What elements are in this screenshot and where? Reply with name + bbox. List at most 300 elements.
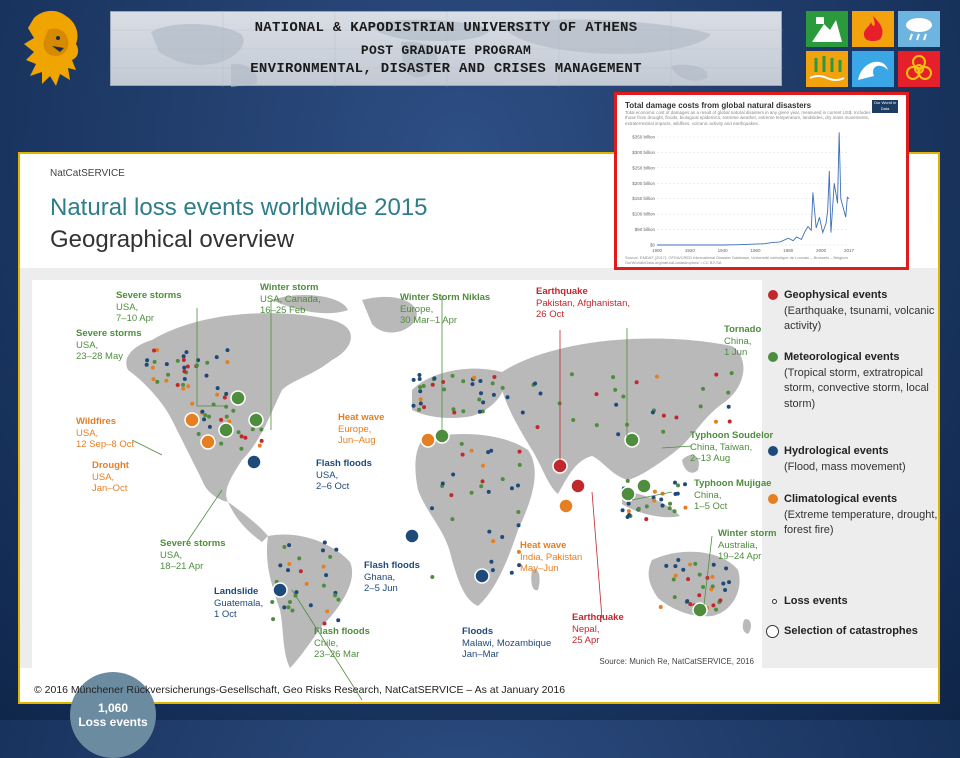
legend-title: Loss events (784, 595, 848, 607)
loss-event-dot (215, 393, 219, 397)
catastrophe-marker (273, 583, 287, 597)
loss-event-dot (478, 410, 482, 414)
blue-dot-icon (768, 446, 778, 456)
chart-ytick: $50 billion (634, 227, 655, 233)
red-dot-icon (768, 290, 778, 300)
loss-event-dot (294, 590, 298, 594)
loss-event-dot (714, 373, 718, 377)
loss-event-dot (712, 563, 716, 567)
loss-event-dot (517, 523, 521, 527)
loss-event-dot (186, 384, 190, 388)
loss-event-dot (487, 490, 491, 494)
loss-event-dot (491, 381, 495, 385)
loss-event-dot (164, 379, 168, 383)
slide-title: Natural loss events worldwide 2015 (50, 194, 428, 221)
event-label: Winter storm Australia, 19–24 Apr (718, 528, 777, 562)
loss-event-dot (470, 449, 474, 453)
disaster-icon-grid (806, 11, 940, 87)
loss-event-dot (510, 486, 514, 490)
loss-event-dot (644, 517, 648, 521)
loss-event-dot (290, 608, 294, 612)
loss-event-dot (460, 442, 464, 446)
loss-event-dot (491, 568, 495, 572)
chart-xtick: 2000 (816, 248, 827, 253)
loss-event-dot (478, 379, 482, 383)
loss-event-dot (521, 411, 525, 415)
loss-event-dot (181, 383, 185, 387)
green-dot-icon (768, 352, 778, 362)
loss-event-dot (419, 401, 423, 405)
loss-event-dot (207, 415, 211, 419)
loss-event-dot (270, 600, 274, 604)
legend-title: Climatological events (784, 493, 898, 505)
loss-event-dot (477, 398, 481, 402)
loss-event-dot (219, 442, 223, 446)
loss-event-dot (472, 376, 476, 380)
loss-event-dot (723, 588, 727, 592)
loss-event-dot (202, 417, 206, 421)
loss-event-dot (594, 392, 598, 396)
loss-event-dot (571, 418, 575, 422)
legend-geophysical (784, 288, 954, 335)
loss-event-dot (451, 374, 455, 378)
loss-event-dot (151, 366, 155, 370)
event-label: Flash floods USA, 2–6 Oct (316, 458, 372, 492)
loss-event-dot (510, 571, 514, 575)
loss-event-dot (237, 430, 241, 434)
loss-event-dot (418, 377, 422, 381)
loss-event-dot (500, 535, 504, 539)
loss-event-dot (614, 403, 618, 407)
loss-event-dot (461, 453, 465, 457)
loss-event-dot (673, 509, 677, 513)
loss-event-dot (452, 411, 456, 415)
loss-event-dot (258, 444, 262, 448)
loss-event-dot (287, 562, 291, 566)
loss-event-dot (539, 391, 543, 395)
loss-event-dot (334, 548, 338, 552)
loss-event-dot (186, 365, 190, 369)
loss-event-dot (711, 603, 715, 607)
loss-event-dot (481, 400, 485, 404)
catastrophe-marker (559, 499, 573, 513)
catastrophe-marker (637, 479, 651, 493)
loss-event-dot (286, 605, 290, 609)
loss-event-dot (470, 491, 474, 495)
event-label: Tornado China, 1 Jun (724, 324, 762, 358)
chart-xtick: 1940 (717, 248, 728, 253)
loss-event-dot (176, 359, 180, 363)
loss-event-dot (730, 371, 734, 375)
loss-event-dot (489, 560, 493, 564)
loss-event-dot (432, 376, 436, 380)
loss-event-dot (216, 386, 220, 390)
banner-line-program: POST GRADUATE PROGRAM (360, 43, 532, 58)
loss-event-dot (627, 513, 631, 517)
loss-event-dot (491, 539, 495, 543)
loss-event-dot (333, 593, 337, 597)
loss-event-dot (501, 386, 505, 390)
loss-event-dot (673, 595, 677, 599)
slide-copyright: © 2016 Münchener Rückversicherungs-Gesellschaft, Geo Risks Research, NatCatSERVICE – As at January 2016 (34, 684, 566, 696)
loss-event-dot (688, 602, 692, 606)
loss-event-dot (699, 404, 703, 408)
loss-event-dot (190, 402, 194, 406)
loss-event-dot (224, 392, 228, 396)
loss-event-dot (662, 414, 666, 418)
loss-event-dot (418, 389, 422, 393)
loss-event-dot (225, 415, 229, 419)
loss-event-dot (225, 348, 229, 352)
event-label: Flash floods Ghana, 2–5 Jun (364, 560, 420, 594)
loss-event-dot (655, 375, 659, 379)
chart-ytick: $350 billion (632, 134, 655, 140)
loss-event-dot (711, 584, 715, 588)
loss-event-dot (441, 481, 445, 485)
loss-event-dot (243, 436, 247, 440)
loss-event-dot (225, 360, 229, 364)
slide-source-label: NatCatSERVICE (50, 168, 125, 179)
catastrophe-marker (693, 603, 707, 617)
loss-event-dot (181, 387, 185, 391)
loss-event-dot (681, 568, 685, 572)
loss-event-dot (645, 504, 649, 508)
loss-event-dot (176, 383, 180, 387)
loss-event-dot (451, 407, 455, 411)
university-logo (22, 10, 84, 86)
legend-title: Hydrological events (784, 445, 889, 457)
catastrophe-marker (405, 529, 419, 543)
loss-event-dot (676, 483, 680, 487)
loss-event-dot (516, 510, 520, 514)
event-label: Severe storms USA, 23–28 May (76, 328, 142, 362)
legend-desc: (Flood, mass movement) (784, 460, 906, 473)
catastrophe-marker (201, 435, 215, 449)
large-circle-icon (766, 625, 779, 638)
loss-event-dot (714, 420, 718, 424)
loss-event-dot (153, 360, 157, 364)
loss-event-dot (661, 430, 665, 434)
loss-event-dot (321, 548, 325, 552)
small-circle-icon (772, 599, 777, 604)
tsunami-icon (852, 51, 894, 87)
loss-event-dot (418, 385, 422, 389)
orange-dot-icon (768, 494, 778, 504)
biohazard-icon (898, 51, 940, 87)
loss-event-dot (223, 396, 227, 400)
chart-ytick: $200 billion (632, 180, 655, 186)
loss-event-dot (724, 566, 728, 570)
loss-event-dot (260, 439, 264, 443)
loss-event-dot (621, 508, 625, 512)
loss-event-dot (479, 391, 483, 395)
loss-event-dot (200, 410, 204, 414)
map-source: Source: Munich Re, NatCatSERVICE, 2016 (599, 657, 754, 666)
loss-event-dot (672, 578, 676, 582)
loss-event-dot (224, 405, 228, 409)
loss-event-dot (205, 374, 209, 378)
loss-event-dot (637, 507, 641, 511)
loss-event-dot (231, 409, 235, 413)
chart-xtick: 1980 (783, 248, 794, 253)
loss-event-dot (451, 472, 455, 476)
damage-costs-chart (617, 95, 906, 267)
legend-loss-events (784, 594, 954, 610)
lion-head-logo-icon (22, 10, 84, 86)
loss-event-dot (685, 599, 689, 603)
loss-event-dot (278, 563, 282, 567)
loss-event-dot (674, 415, 678, 419)
event-label: Typhoon Mujigae China, 1–5 Oct (694, 478, 772, 512)
loss-event-dot (430, 506, 434, 510)
loss-event-dot (652, 499, 656, 503)
loss-event-dot (184, 350, 188, 354)
flood-people-icon (806, 51, 848, 87)
loss-event-dot (726, 391, 730, 395)
loss-event-dot (215, 355, 219, 359)
loss-event-dot (570, 372, 574, 376)
loss-event-dot (470, 382, 474, 386)
loss-event-dot (487, 530, 491, 534)
loss-event-dot (305, 582, 309, 586)
loss-event-dot (686, 577, 690, 581)
event-label: Typhoon Soudelor China, Taiwan, 2–13 Aug (690, 430, 774, 464)
loss-event-dot (417, 373, 421, 377)
loss-event-dot (668, 506, 672, 510)
loss-event-dot (492, 375, 496, 379)
loss-event-dot (271, 617, 275, 621)
loss-event-dot (430, 575, 434, 579)
loss-event-dot (322, 565, 326, 569)
event-label: Landslide Guatemala, 1 Oct (214, 586, 264, 620)
loss-event-dot (627, 502, 631, 506)
catastrophe-marker (621, 487, 635, 501)
catastrophe-marker (421, 433, 435, 447)
inset-title: Total damage costs from global natural disasters (625, 101, 812, 110)
loss-event-dot (661, 504, 665, 508)
loss-event-dot (422, 405, 426, 409)
legend-meteorological (784, 350, 954, 412)
chart-ytick: $250 billion (632, 165, 655, 171)
loss-event-dot (152, 349, 156, 353)
loss-event-dot (240, 434, 244, 438)
loss-event-dot (659, 497, 663, 501)
loss-event-dot (442, 387, 446, 391)
loss-event-dot (282, 545, 286, 549)
loss-event-dot (516, 483, 520, 487)
loss-event-dot (336, 618, 340, 622)
loss-event-dot (714, 608, 718, 612)
loss-event-dot (701, 585, 705, 589)
loss-event-dot (518, 450, 522, 454)
chart-ytick: $100 billion (632, 211, 655, 217)
event-label: Wildfires USA, 12 Sep–8 Oct (76, 416, 135, 450)
loss-event-dot (412, 404, 416, 408)
loss-event-dot (182, 358, 186, 362)
loss-event-dot (688, 562, 692, 566)
loss-event-dot (611, 375, 615, 379)
loss-event-dot (325, 609, 329, 613)
loss-event-dot (595, 423, 599, 427)
loss-event-dot (324, 573, 328, 577)
loss-event-dot (412, 378, 416, 382)
event-label: Earthquake Pakistan, Afghanistan, 26 Oct (536, 286, 631, 320)
legend-desc: (Earthquake, tsunami, volcanic activity) (784, 304, 935, 332)
loss-event-dot (616, 432, 620, 436)
loss-event-dot (721, 582, 725, 586)
loss-event-dot (322, 584, 326, 588)
loss-event-dot (613, 388, 617, 392)
loss-event-dot (536, 425, 540, 429)
banner-line-university: NATIONAL & KAPODISTRIAN UNIVERSITY OF ATHENS (254, 20, 638, 36)
legend-title: Geophysical events (784, 289, 888, 301)
loss-event-dot (155, 380, 159, 384)
chart-xtick: 1900 (651, 248, 663, 253)
loss-event-dot (673, 564, 677, 568)
loss-event-dot (299, 569, 303, 573)
loss-event-dot (676, 558, 680, 562)
loss-event-dot (166, 373, 170, 377)
loss-event-dot (417, 408, 421, 412)
loss-event-dot (479, 484, 483, 488)
loss-event-dot (727, 405, 731, 409)
event-label: Winter storm USA, Canada, 16–25 Feb (260, 282, 321, 316)
loss-event-dot (506, 395, 510, 399)
loss-event-dot (287, 543, 291, 547)
loss-label: Loss events (78, 715, 148, 729)
catastrophe-marker (249, 413, 263, 427)
storm-icon (898, 11, 940, 47)
loss-event-dot (486, 450, 490, 454)
loss-event-dot (651, 410, 655, 414)
loss-event-dot (145, 358, 149, 362)
loss-event-dot (710, 575, 714, 579)
loss-event-dot (727, 580, 731, 584)
loss-event-dot (683, 482, 687, 486)
loss-event-dot (533, 381, 537, 385)
loss-event-dot (309, 603, 313, 607)
legend-title: Selection of catastrophes (784, 625, 918, 637)
loss-event-dot (626, 479, 630, 483)
damage-costs-inset (614, 92, 909, 270)
loss-event-dot (208, 425, 212, 429)
loss-event-dot (627, 509, 631, 513)
loss-event-dot (197, 432, 201, 436)
loss-event-dot (728, 420, 732, 424)
loss-event-dot (422, 384, 426, 388)
loss-event-dot (182, 354, 186, 358)
loss-event-dot (653, 490, 657, 494)
legend-hydrological (784, 444, 954, 475)
legend-catastrophes (784, 624, 954, 640)
loss-event-dot (219, 418, 223, 422)
loss-event-dot (288, 600, 292, 604)
event-label: Earthquake Nepal, 25 Apr (572, 612, 624, 646)
slide-subtitle: Geographical overview (50, 226, 295, 253)
loss-event-dot (693, 562, 697, 566)
loss-event-dot (461, 409, 465, 413)
event-label: Severe storms USA, 18–21 Apr (160, 538, 226, 572)
loss-event-dot (674, 574, 678, 578)
program-banner (110, 11, 782, 86)
loss-event-dot (621, 395, 625, 399)
loss-event-dot (673, 481, 677, 485)
loss-event-dot (664, 564, 668, 568)
chart-xtick: 1920 (684, 248, 695, 253)
event-label: Winter Storm Niklas Europe, 30 Mar–1 Apr (400, 292, 491, 326)
loss-event-dot (336, 598, 340, 602)
loss-event-dot (297, 556, 301, 560)
catastrophe-marker (231, 391, 245, 405)
owid-badge: Our World in Data (873, 100, 897, 111)
event-label: Drought USA, Jan–Oct (92, 460, 129, 494)
catastrophe-marker (475, 569, 489, 583)
loss-event-dot (239, 447, 243, 451)
chart-ytick: $0 (649, 242, 655, 248)
chart-xtick: 1960 (750, 248, 761, 253)
loss-event-dot (328, 555, 332, 559)
catastrophe-marker (185, 413, 199, 427)
legend-title: Meteorological events (784, 351, 900, 363)
loss-event-dot (182, 366, 186, 370)
loss-event-dot (449, 493, 453, 497)
banner-line-field: ENVIRONMENTAL, DISASTER AND CRISES MANAGEMENT (250, 61, 642, 77)
loss-count: 1,060 (97, 701, 129, 715)
damage-cost-line (657, 132, 849, 245)
loss-event-dot (259, 428, 263, 432)
loss-event-dot (205, 361, 209, 365)
legend-desc: (Tropical storm, extratropical storm, convective storm, local storm) (784, 366, 929, 410)
loss-event-dot (165, 362, 169, 366)
legend-desc: (Extreme temperature, drought, forest fire) (784, 508, 938, 536)
loss-event-dot (282, 605, 286, 609)
loss-event-dot (673, 492, 677, 496)
loss-event-dot (481, 464, 485, 468)
loss-event-dot (431, 383, 435, 387)
loss-event-dot (203, 413, 207, 417)
chart-xtick: 2017 (843, 248, 855, 253)
loss-event-dot (718, 598, 722, 602)
loss-event-dot (481, 479, 485, 483)
loss-event-dot (323, 622, 327, 626)
catastrophe-marker (219, 423, 233, 437)
loss-event-dot (683, 506, 687, 510)
event-label: Floods Malawi, Mozambique Jan–Mar (462, 626, 552, 660)
catastrophe-marker (247, 455, 261, 469)
loss-event-dot (492, 393, 496, 397)
loss-event-dot (701, 387, 705, 391)
event-label: Heat wave Europe, Jun–Aug (338, 412, 385, 446)
loss-event-dot (183, 377, 187, 381)
loss-event-dot (501, 477, 505, 481)
inset-subtitle: Total economic cost of damages as a result of global natural disasters in any given year, measured in current US$. Includes those from drought, floods, biological epidemics, extreme weather, extreme temperature, landslides, dry mass movements, extraterrestrial impacts, wildfires, volcanic activity and earthquakes. (625, 110, 871, 126)
loss-event-dot (697, 593, 701, 597)
world-map (32, 280, 762, 672)
chart-ytick: $150 billion (632, 196, 655, 202)
event-label: Flash floods Chile, 23–26 Mar (314, 626, 370, 660)
loss-event-dot (518, 463, 522, 467)
loss-event-dot (182, 369, 186, 373)
loss-event-dot (461, 379, 465, 383)
loss-event-dot (450, 517, 454, 521)
loss-event-dot (151, 377, 155, 381)
loss-event-dot (286, 568, 290, 572)
inset-source: Source: EMDAT (2017): OFDA/CRED International Disaster Database, Université catholique de Louvain – Brussels – Belgium OurWorldInData.org/natural-catastrophes/ • CC BY-SA (625, 255, 848, 265)
event-label: Severe storms USA, 7–10 Apr (116, 290, 182, 324)
event-label: Heat wave India, Pakistan May–Jun (520, 540, 583, 574)
loss-event-dot (419, 397, 423, 401)
loss-event-dot (251, 427, 255, 431)
